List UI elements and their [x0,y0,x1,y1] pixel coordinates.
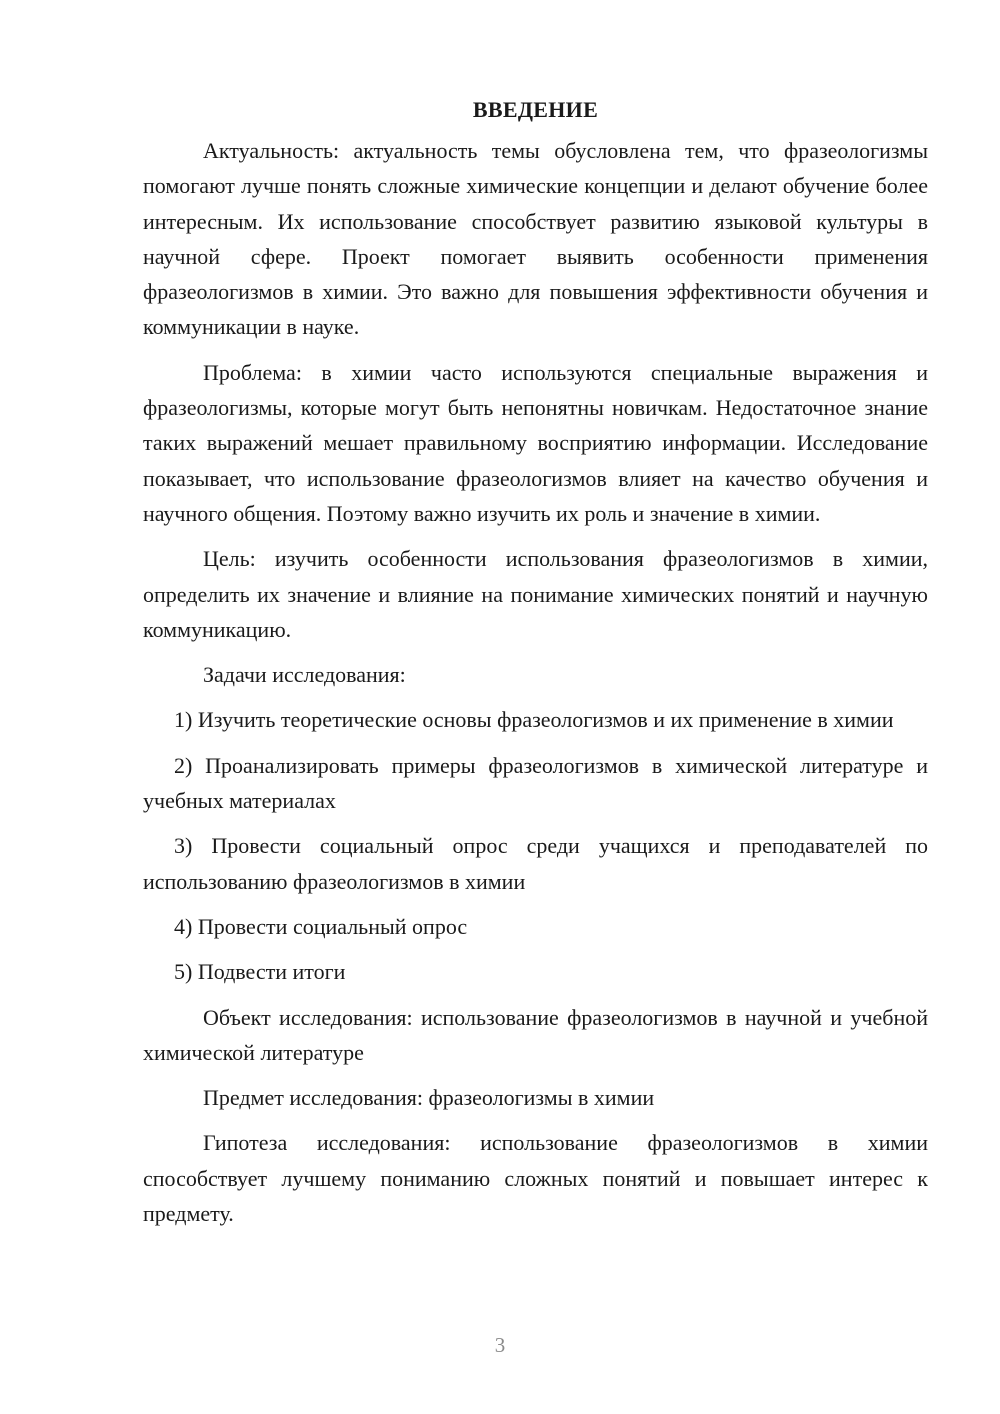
task-item-4: 4) Провести социальный опрос [174,913,468,939]
goal-paragraph: Цель: изучить особенности использования фразеологизмов в химии, определить их значение и влияние на понимание химических понятий и научную коммуникацию. [143,546,928,642]
subject-paragraph: Предмет исследования: фразеологизмы в химии [203,1085,655,1111]
tasks-heading: Задачи исследования: [203,662,406,688]
task-item-5: 5) Подвести итоги [174,959,346,985]
document-page [143,92,928,1241]
task-item-3: 3) Провести социальный опрос среди учащихся и преподавателей по использованию фразеологизмов в химии [143,833,928,894]
task-item-2: 2) Проанализировать примеры фразеологизмов в химической литературе и учебных материалах [143,752,928,814]
page-title: ВВЕДЕНИЕ [472,97,599,122]
page-number: 3 [494,1333,506,1357]
object-paragraph: Объект исследования: использование фразеологизмов в научной и учебной химической литературе [143,1004,928,1065]
problem-paragraph: Проблема: в химии часто используются специальные выражения и фразеологизмы, которые могут быть непонятны новичкам. Недостаточное знание таких выражений мешает правильному восприятию информации. Исследование показывает, что использование фразеологизмов влияет на качество обучения и научного общения. Поэтому важно изучить их роль и значение в химии. [143,359,928,526]
relevance-paragraph: Актуальность: актуальность темы обусловлена тем, что фразеологизмы помогают лучше понять сложные химические концепции и делают обучение более интересным. Их использование способствует развитию языковой культуры в научной сфере. Проект помогает выявить особенности применения фразеологизмов в химии. Это важно для повышения эффективности обучения и коммуникации в науке. [143,138,928,340]
hypothesis-paragraph: Гипотеза исследования: использование фразеологизмов в химии способствует лучшему пониманию сложных понятий и повышает интерес к предмету. [143,1130,928,1227]
task-item-1: 1) Изучить теоретические основы фразеологизмов и их применение в химии [174,707,894,733]
